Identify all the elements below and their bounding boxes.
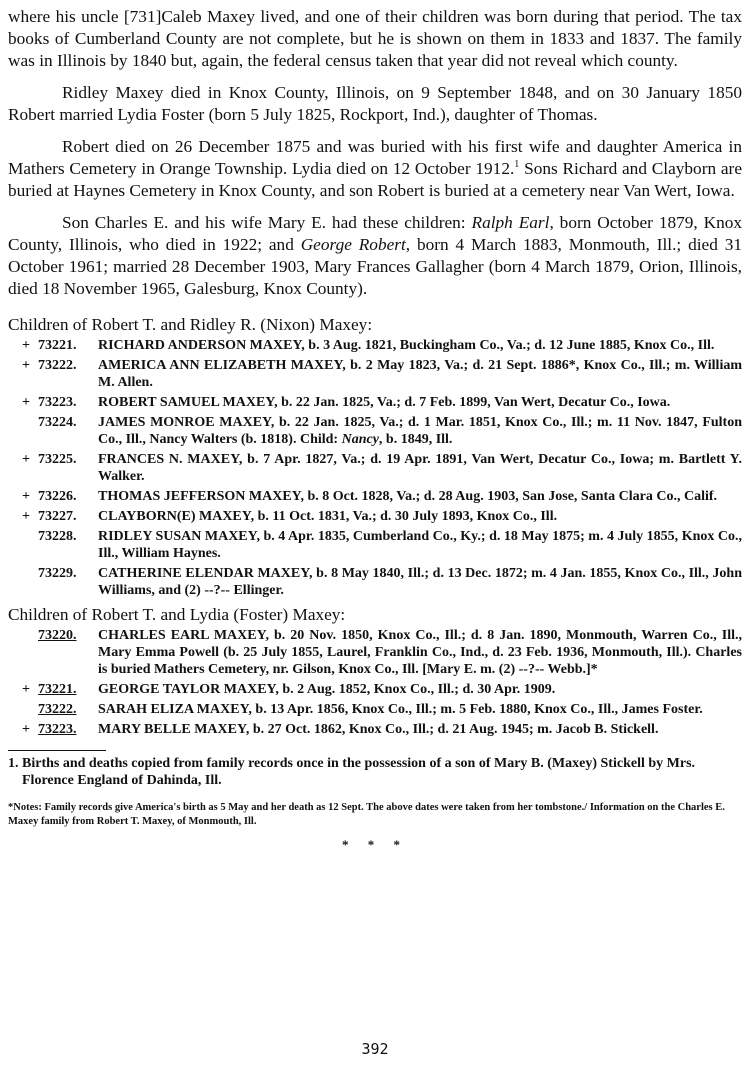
child-entry: [8, 528, 742, 562]
child-entry: [8, 451, 742, 485]
child-plus: +: [22, 395, 30, 410]
child-plus: [8, 701, 38, 718]
child-text: CLAYBORN(E) MAXEY, b. 11 Oct. 1831, Va.; d. 30 July 1893, Knox Co., Ill.: [98, 509, 558, 524]
section-break-stars: * * *: [342, 837, 408, 852]
child-text: MARY BELLE MAXEY, b. 27 Oct. 1862, Knox Co., Ill.; d. 21 Aug. 1945; m. Jacob B. Stickell.: [98, 722, 659, 737]
paragraph-3-text-b: Sons Richard and Clayborn are buried at Haynes Cemetery in Knox County, and son Robert is buried at a cemetery near Van Wert, Iowa.: [8, 159, 742, 200]
children-heading-foster: Children of Robert T. and Lydia (Foster) Maxey:: [8, 605, 346, 624]
paragraph-4-a: Son Charles E. and his wife Mary E. had these children:: [62, 213, 472, 232]
paragraph-4-c: , born 4 March 1883, Monmouth, Ill.; died 31 October 1961; married 28 December 1903, Mary Frances Gallagher (born 4 March 1879, Orion, Illinois, died 18 November 1965, Galesburg, Knox County).: [8, 235, 742, 298]
child-plus: +: [22, 338, 30, 353]
paragraph-2: Ridley Maxey died in Knox County, Illinois, on 9 September 1848, and on 30 January 1850 Robert married Lydia Foster (born 5 July 1825, Rockport, Ind.), daughter of Thomas.: [8, 83, 742, 124]
paragraph-3: [8, 136, 742, 202]
footnote-text: Births and deaths copied from family records once in the possession of a son of Mary B. (Maxey) Stickell by Mrs. Florence England of Dahinda, Ill.: [22, 756, 696, 788]
child-plus: +: [22, 682, 30, 697]
child-entry: [8, 701, 742, 718]
child-number: 73226.: [38, 489, 77, 504]
child-number: 73220.: [38, 628, 77, 643]
child-number: 73221.: [38, 338, 77, 353]
children-list-nixon: [8, 337, 742, 599]
child-plus: [8, 414, 38, 448]
child-entry: [8, 565, 742, 599]
child-plus: +: [22, 358, 30, 373]
child-entry: [8, 337, 742, 354]
footnote-ref: 1: [514, 159, 520, 171]
child-entry: [8, 681, 742, 698]
footnote-divider: [8, 750, 106, 751]
child-text: THOMAS JEFFERSON MAXEY, b. 8 Oct. 1828, Va.; d. 28 Aug. 1903, San Jose, Santa Clara Co., Calif.: [98, 489, 718, 504]
child-plus: +: [22, 489, 30, 504]
child-number: 73225.: [38, 452, 77, 467]
notes: *Notes: Family records give America's birth as 5 May and her death as 12 Sept. The above dates were taken from her tombstone./ Information on the Charles E. Maxey family from Robert T. Maxey, of Monmouth, Ill.: [8, 802, 725, 827]
child-text: RICHARD ANDERSON MAXEY, b. 3 Aug. 1821, Buckingham Co., Va.; d. 12 June 1885, Knox Co., Ill.: [98, 338, 715, 353]
child-entry: [8, 508, 742, 525]
child-entry: [8, 721, 742, 738]
child-italic-name: Nancy: [341, 432, 379, 447]
child-plus: +: [22, 509, 30, 524]
child-text: CHARLES EARL MAXEY, b. 20 Nov. 1850, Knox Co., Ill.; d. 8 Jan. 1890, Monmouth, Warren Co., Ill., Mary Emma Powell (b. 25 July 1855, Laurel, Franklin Co., Ind., d. 23 Feb. 1936, Monmouth, Ill.). Charles is buried Mathers Cemetery, nr. Gilson, Knox Co., Ill. [Mary E. m. (2) --?-- Webb.]*: [98, 628, 742, 677]
child-text-b: , b. 1849, Ill.: [378, 432, 453, 447]
child-text: [98, 414, 742, 448]
paragraph-3-text-a: Robert died on 26 December 1875 and was buried with his first wife and daughter America in Mathers Cemetery in Orange Township. Lydia died on 12 October 1912.: [8, 137, 742, 178]
child-number: 73229.: [38, 566, 77, 581]
document-page: [8, 6, 742, 853]
child-text: AMERICA ANN ELIZABETH MAXEY, b. 2 May 1823, Va.; d. 21 Sept. 1886*, Knox Co., Ill.; m. William M. Allen.: [98, 358, 742, 390]
child-text: CATHERINE ELENDAR MAXEY, b. 8 May 1840, Ill.; d. 13 Dec. 1872; m. 4 Jan. 1855, Knox Co., Ill., John Williams, and (2) --?-- Ellinger.: [98, 566, 742, 598]
child-name-george: George Robert: [300, 235, 406, 254]
page-number: 392: [361, 1040, 389, 1058]
child-text: FRANCES N. MAXEY, b. 7 Apr. 1827, Va.; d. 19 Apr. 1891, Van Wert, Decatur Co., Iowa; m. Bartlett Y. Walker.: [98, 452, 742, 484]
child-number: 73228.: [38, 529, 77, 544]
footnote: [8, 755, 742, 789]
child-text: ROBERT SAMUEL MAXEY, b. 22 Jan. 1825, Va.; d. 7 Feb. 1899, Van Wert, Decatur Co., Iowa.: [98, 395, 671, 410]
child-number: 73223.: [38, 395, 77, 410]
footnote-number: 1.: [8, 756, 19, 771]
child-number: 73227.: [38, 509, 77, 524]
child-plus: +: [22, 722, 30, 737]
child-text: GEORGE TAYLOR MAXEY, b. 2 Aug. 1852, Knox Co., Ill.; d. 30 Apr. 1909.: [98, 682, 556, 697]
child-entry: [8, 357, 742, 391]
child-entry: [8, 414, 742, 448]
child-number: 73222.: [38, 358, 77, 373]
child-text: RIDLEY SUSAN MAXEY, b. 4 Apr. 1835, Cumberland Co., Ky.; d. 18 May 1875; m. 4 July 1855, Knox Co., Ill., William Haynes.: [98, 529, 742, 561]
child-plus: [8, 627, 38, 678]
child-entry: [8, 488, 742, 505]
child-number: 73224.: [38, 415, 77, 430]
paragraph-4-b: , born October 1879, Knox County, Illinois, who died in 1922; and: [8, 213, 743, 254]
paragraph-1: where his uncle [731]Caleb Maxey lived, and one of their children was born during that period. The tax books of Cumberland County are not complete, but he is shown on them in 1833 and 1837. The family was in Illinois by 1840 but, again, the federal census taken that year did not reveal which county.: [8, 7, 742, 70]
child-number: 73221.: [38, 682, 77, 697]
child-text-a: JAMES MONROE MAXEY, b. 22 Jan. 1825, Va.; d. 1 Mar. 1851, Knox Co., Ill.; m. 11 Nov. 1847, Fulton Co., Ill., Nancy Walters (b. 1818). Child:: [98, 415, 742, 447]
child-text: SARAH ELIZA MAXEY, b. 13 Apr. 1856, Knox Co., Ill.; m. 5 Feb. 1880, Knox Co., Ill., James Foster.: [98, 702, 703, 717]
child-number: 73223.: [38, 722, 77, 737]
paragraph-4: [8, 212, 742, 300]
child-plus: +: [22, 452, 30, 467]
child-entry: [8, 627, 742, 678]
child-entry: [8, 394, 742, 411]
child-plus: [8, 528, 38, 562]
child-name-ralph: Ralph Earl: [471, 213, 550, 232]
children-heading-nixon: Children of Robert T. and Ridley R. (Nixon) Maxey:: [8, 315, 373, 334]
child-plus: [8, 565, 38, 599]
children-list-foster: [8, 627, 742, 738]
child-number: 73222.: [38, 702, 77, 717]
